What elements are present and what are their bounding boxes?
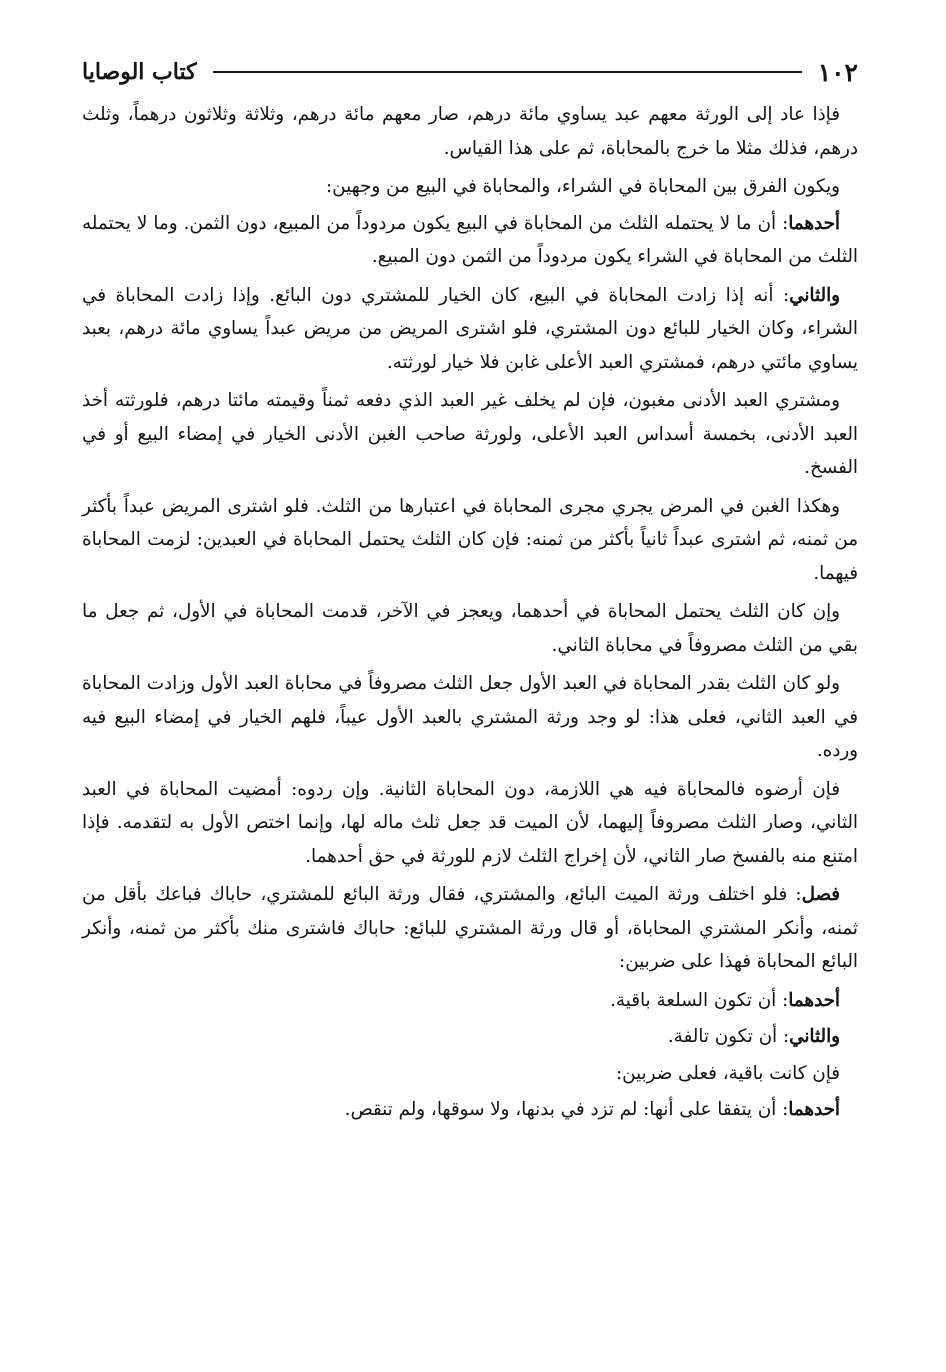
paragraph: فإذا عاد إلى الورثة معهم عبد يساوي مائة درهم، صار معهم مائة درهم، وثلاثة وثلاثون درهماً، وثلث درهم، فذلك مثلا ما خرج بالمحاباة، ثم على هذا القياس. xyxy=(82,104,858,159)
paragraph: ومشتري العبد الأدنى مغبون، فإن لم يخلف غير العبد الذي دفعه ثمناً وقيمته مائتا درهم، فلورثته أخذ العبد الأدنى، بخمسة أسداس العبد الأعلى، ولورثة صاحب الغبن الأدنى الخيار في إمضاء البيع أو في الفسخ. xyxy=(82,390,858,478)
section-paragraph: فصل: فلو اختلف ورثة الميت البائع، والمشتري، فقال ورثة البائع للمشتري، حاباك فباعك بأقل من ثمنه، وأنكر المشتري المحاباة، أو قال ورثة المشتري للبائع: حاباك فاشترى منك بأكثر من ثمنه، وأنكر البائع المحاباة فهذا على ضربين: xyxy=(82,884,858,972)
book-title: كتاب الوصايا xyxy=(82,59,197,85)
paragraph-lead: أحدهما xyxy=(788,212,840,234)
paragraph: فإن أرضوه فالمحاباة فيه هي اللازمة، دون المحاباة الثانية. وإن ردوه: أمضيت المحاباة في العبد الثاني، وصار الثلث مصروفاً إليهما، لأن الميت قد جعل ثلث ماله لها، وإنما اختص الأول به لتقدمه. فإذا امتنع منه بالفسخ صار الثاني، لأن إخراج الثلث لازم للورثة في حق أحدهما. xyxy=(82,778,858,867)
paragraph: ويكون الفرق بين المحاباة في الشراء، والمحاباة في البيع من وجهين: xyxy=(326,176,840,197)
paragraph: والثاني: أنه إذا زادت المحاباة في البيع، كان الخيار للمشتري دون البائع. وإذا زادت المحاباة في الشراء، وكان الخيار للبائع دون المشتري، فلو اشترى المريض من مريض عبداً يساوي مائة درهم، بعبد يساوي مائتي درهم، فمشتري العبد الأعلى غابن فلا خيار لورثته. xyxy=(82,284,858,373)
paragraph: وإن كان الثلث يحتمل المحاباة في أحدهما، ويعجز في الآخر، قدمت المحاباة في الأول، ثم جعل ما بقي من الثلث مصروفاً في محاباة الثاني. xyxy=(82,601,858,656)
section-heading: فصل xyxy=(801,884,840,905)
page-number: ١٠٢ xyxy=(817,57,858,87)
paragraph-lead: أحدهما xyxy=(788,989,840,1011)
paragraph: فإن كانت باقية، فعلى ضربين: xyxy=(615,1062,840,1084)
paragraph: أحدهما: أن ما لا يحتمله الثلث من المحاباة في البيع يكون مردوداً من المبيع، دون الثمن. وما لا يحتمله الثلث من المحاباة في الشراء يكون مردوداً من الثمن دون المبيع. xyxy=(82,212,858,267)
paragraph-lead: أحدهما xyxy=(788,1099,840,1120)
paragraph: أحدهما: أن يتفقا على أنها: لم تزد في بدنها، ولا سوقها، ولم تنقص. xyxy=(344,1099,840,1120)
header-rule xyxy=(213,71,802,73)
page-header xyxy=(82,52,858,92)
paragraph: والثاني: أن تكون تالفة. xyxy=(667,1026,840,1047)
paragraph: أحدهما: أن تكون السلعة باقية. xyxy=(610,989,840,1011)
paragraph-lead: والثاني xyxy=(789,1026,840,1047)
paragraph-lead: والثاني xyxy=(789,284,840,306)
paragraph: ولو كان الثلث بقدر المحاباة في العبد الأول جعل الثلث مصروفاً في محاباة العبد الأول وزادت المحاباة في العبد الثاني، فعلى هذا: لو وجد ورثة المشتري بالعبد الأول عيباً، فلهم الخيار في إمضاء البيع فيه ورده. xyxy=(82,673,858,761)
page-body xyxy=(82,98,858,1127)
paragraph: وهكذا الغبن في المرض يجري مجرى المحاباة في اعتبارها من الثلث. فلو اشترى المريض عبداً بأكثر من ثمنه، ثم اشترى عبداً ثانياً بأكثر من ثمنه: فإن كان الثلث يحتمل المحاباة في العبدين: لزمت المحاباة فيهما. xyxy=(82,495,858,584)
